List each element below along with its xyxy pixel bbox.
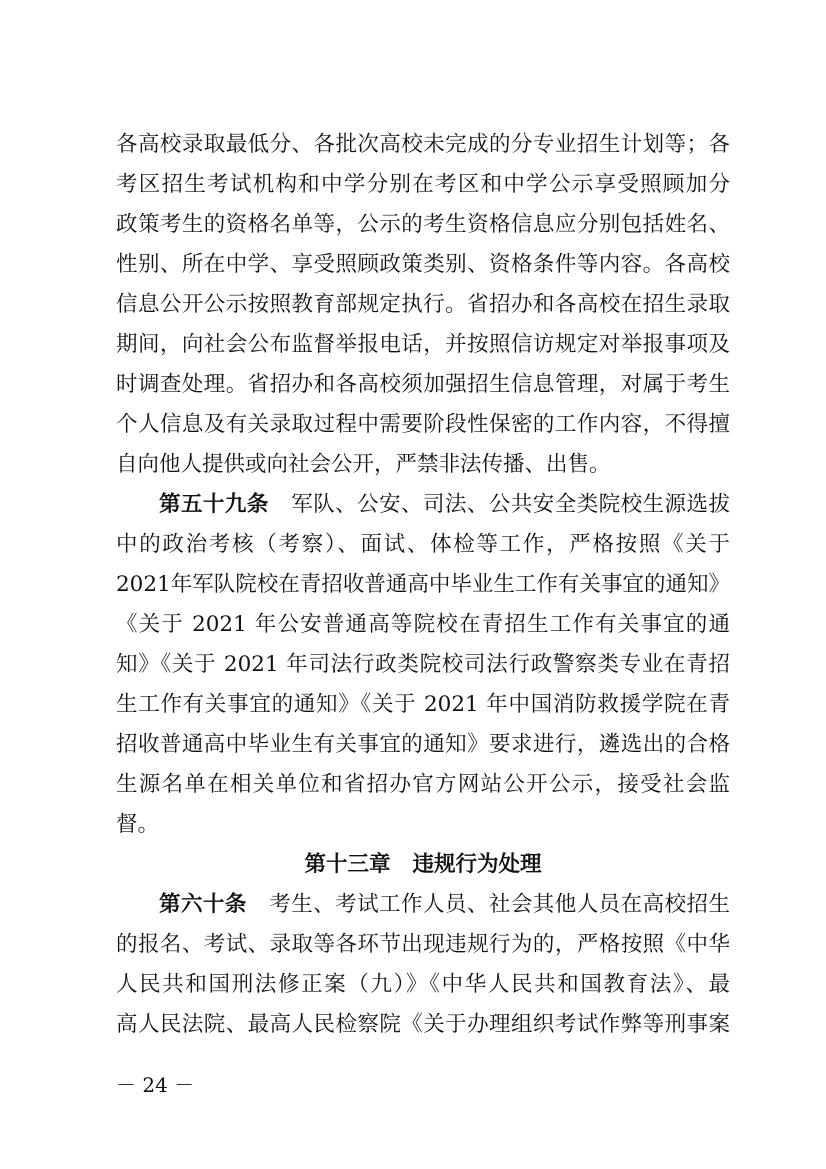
text-line: 政策考生的资格名单等，公示的考生资格信息应分别包括姓名、 bbox=[116, 212, 730, 237]
text-line: 招收普通高中毕业生有关事宜的通知》要求进行，遴选出的合格 bbox=[116, 732, 730, 757]
document-body bbox=[116, 125, 730, 1045]
chapter-number: 第十三章 bbox=[304, 852, 391, 877]
text-line: 生工作有关事宜的通知》《关于 2021 年中国消防救援学院在青 bbox=[116, 692, 730, 717]
article-60-first-line-text: 考生、考试工作人员、社会其他人员在高校招生 bbox=[268, 892, 730, 917]
text-line: 自向他人提供或向社会公开，严禁非法传播、出售。 bbox=[116, 452, 611, 477]
text-line: 个人信息及有关录取过程中需要阶段性保密的工作内容，不得擅 bbox=[116, 412, 730, 437]
text-line: 性别、所在中学、享受照顾政策类别、资格条件等内容。各高校 bbox=[116, 252, 730, 277]
text-line: 生源名单在相关单位和省招办官方网站公开公示，接受社会监 bbox=[116, 772, 730, 797]
text-line: 知》《关于 2021 年司法行政类院校司法行政警察类专业在青招 bbox=[116, 652, 730, 677]
text-line: 督。 bbox=[116, 812, 160, 837]
text-line: 考区招生考试机构和中学分别在考区和中学公示享受照顾加分 bbox=[116, 172, 730, 197]
article-59-first-line-text: 军队、公安、司法、公共安全类院校生源选拔 bbox=[290, 492, 730, 517]
page-number: － 24 － bbox=[116, 1073, 195, 1097]
text-line: 2021年军队院校在青招收普通高中毕业生工作有关事宜的通知》 bbox=[116, 572, 730, 597]
text-line: 的报名、考试、录取等各环节出现违规行为的，严格按照《中华 bbox=[116, 932, 730, 957]
text-line: 《关于 2021 年公安普通高等院校在青招生工作有关事宜的通 bbox=[116, 612, 730, 637]
text-line: 期间，向社会公布监督举报电话，并按照信访规定对举报事项及 bbox=[116, 332, 730, 357]
text-line: 高人民法院、最高人民检察院《关于办理组织考试作弊等刑事案 bbox=[116, 1012, 730, 1037]
article-59-title: 第五十九条 bbox=[159, 492, 269, 517]
paragraph-info-disclosure bbox=[116, 125, 730, 485]
chapter-title: 违规行为处理 bbox=[412, 852, 542, 877]
text-line: 时调查处理。省招办和各高校须加强招生信息管理，对属于考生 bbox=[116, 372, 730, 397]
article-60-title: 第六十条 bbox=[159, 892, 247, 917]
article-59 bbox=[116, 485, 730, 845]
chapter-heading bbox=[116, 845, 730, 885]
text-line: 各高校录取最低分、各批次高校未完成的分专业招生计划等；各 bbox=[116, 132, 730, 157]
article-59-first-line bbox=[116, 485, 730, 525]
text-line: 信息公开公示按照教育部规定执行。省招办和各高校在招生录取 bbox=[116, 292, 730, 317]
article-60 bbox=[116, 885, 730, 1045]
text-line: 人民共和国刑法修正案（九）》《中华人民共和国教育法》、最 bbox=[116, 972, 730, 997]
text-line: 中的政治考核（考察）、面试、体检等工作，严格按照《关于 bbox=[116, 532, 730, 557]
article-60-first-line bbox=[116, 885, 730, 925]
